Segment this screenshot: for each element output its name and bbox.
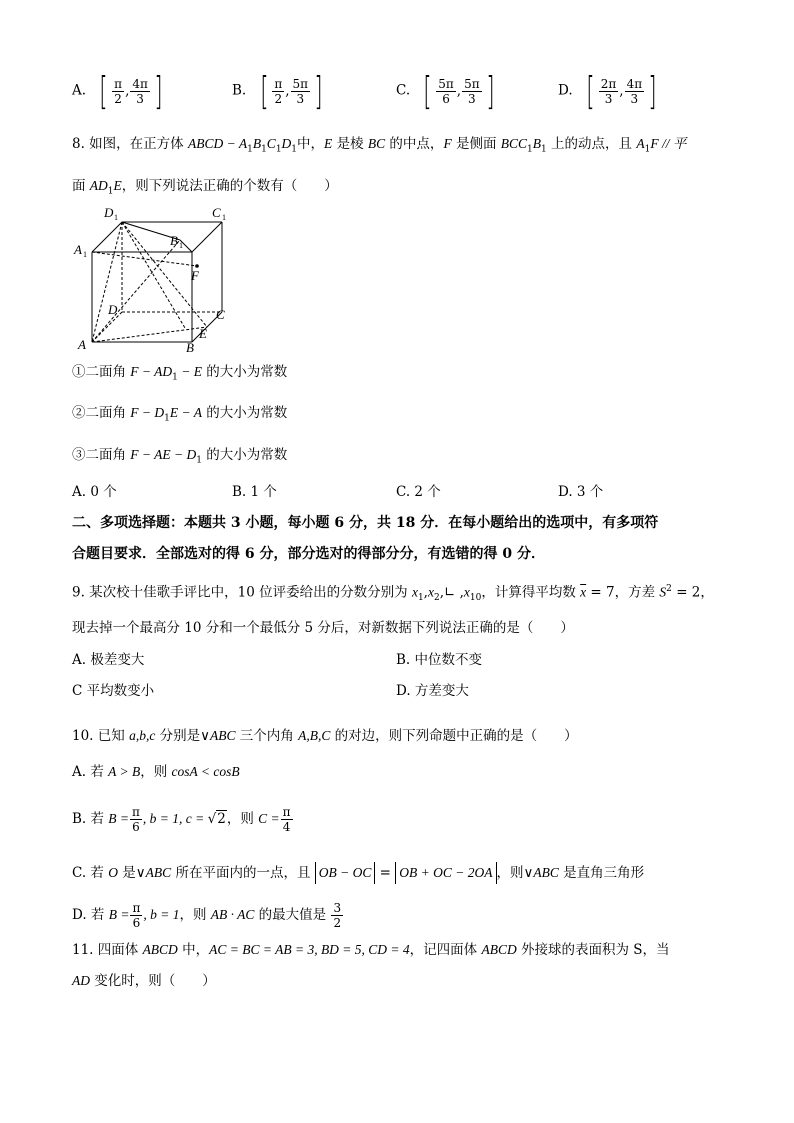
math: BC [367, 136, 386, 151]
frac-den: 3 [136, 91, 144, 106]
svg-text:1: 1 [179, 241, 183, 250]
math: , b = 1 [143, 907, 180, 922]
sqrt-radicand: 2 [217, 811, 226, 827]
math: F − AD [130, 364, 173, 379]
svg-text:1: 1 [83, 250, 87, 259]
label-b1: B [170, 233, 178, 248]
text: 是∨ [117, 865, 146, 881]
math: AB · AC [210, 907, 255, 922]
math: BCC [500, 136, 528, 151]
option-label: A. [72, 82, 87, 99]
math: B = [108, 811, 130, 826]
math: S [659, 584, 667, 600]
interval-bracket: [ $\frac{\pi}{2}$ , $\frac{4\pi}{3}$ ] [99, 69, 163, 113]
text: 分别是∨ [155, 728, 210, 744]
label-f: F [191, 268, 199, 283]
text: ， [700, 584, 714, 601]
cube-figure [70, 200, 240, 355]
q8-option-a: A. 0 个 [72, 484, 117, 500]
frac-num: π [132, 805, 140, 819]
math: ABC [210, 728, 236, 743]
text: 的对边，则下列命题中正确的是（ ） [330, 728, 578, 744]
q7-option-a [72, 69, 166, 113]
q9-stem-line1: 9. 某次校十佳歌手评比中，10 位评委给出的分数分别为 $x_1,x_2,∟$ $,x_{10}$，计算得平均数 $\overline{x} = 7$，方差 $S^2 = 2$， [72, 584, 714, 604]
math: a,b,c [129, 728, 156, 743]
math: O [108, 865, 118, 880]
text: 8. 如图，在正方体 [72, 136, 188, 152]
q8-stem-line2: 面 $AD_1E$，则下列说法正确的个数有（ ） [72, 178, 338, 197]
text: 的大小为常数 [202, 364, 288, 380]
frac-den: 6 [132, 820, 140, 834]
frac-den: 3 [630, 91, 639, 106]
q8-statement-3: ③二面角 F − AE − $D_1$ 的大小为常数 [72, 447, 288, 466]
math: x [411, 584, 418, 600]
frac-den: 6 [442, 91, 450, 106]
label-d1: D [104, 205, 114, 220]
frac-num: π [274, 76, 283, 91]
math: cosA < cosB [171, 764, 240, 779]
text: 是直角三角形 [558, 865, 645, 881]
math: E [324, 136, 333, 151]
frac-num: 5π [292, 76, 309, 91]
label-d: D [108, 302, 118, 317]
math: F − D [130, 405, 165, 420]
frac-den: 2 [114, 91, 122, 106]
option-label: B. [232, 82, 247, 99]
label-e: E [199, 326, 207, 341]
frac-num: 5π [438, 76, 454, 91]
q10-option-d [72, 902, 344, 929]
vector-norm: OB + OC − 2OA [395, 862, 496, 884]
text: 9. 某次校十佳歌手评比中，10 位评委给出的分数分别为 [72, 584, 412, 601]
text: ①二面角 [72, 364, 131, 380]
math: F // 平 [650, 136, 687, 151]
q9-option-d: D. 方差变大 [396, 683, 469, 699]
q10-option-c [72, 862, 644, 884]
text: A. 若 [72, 764, 109, 780]
math: E [113, 178, 122, 193]
text: 面 [72, 178, 90, 194]
text: ，记四面体 [409, 942, 482, 958]
text: 是棱 [332, 136, 368, 152]
math: ABCD [142, 942, 178, 957]
text: ，则∨ [496, 865, 534, 881]
q9-option-b: B. 中位数不变 [396, 652, 483, 668]
q9-option-c: C 平均数变小 [72, 683, 155, 699]
frac-den: 3 [468, 91, 476, 106]
text: 三个内角 [235, 728, 299, 744]
text: B. 若 [72, 811, 109, 827]
math: AD [89, 178, 108, 193]
math: F − AE − D [130, 447, 197, 462]
text: ，则 [226, 811, 259, 827]
frac-num: 4π [132, 76, 148, 91]
q8-option-b: B. 1 个 [232, 484, 277, 500]
text: 是侧面 [451, 136, 501, 152]
frac-den: 3 [604, 91, 613, 106]
text: ，计算得平均数 [481, 584, 581, 601]
q10-option-a [72, 764, 240, 780]
frac-num: 3 [333, 901, 342, 915]
frac-den: 2 [274, 91, 283, 106]
frac-num: 4π [626, 76, 643, 91]
text: ，则下列说法正确的个数有（ ） [121, 178, 338, 194]
math: = 2 [671, 584, 701, 601]
text: 上的动点，且 [546, 136, 637, 152]
text: 的大小为常数 [202, 447, 288, 463]
math: AC = BC = AB = 3, BD = 5, CD = 4 [209, 942, 410, 957]
text: ，则 [140, 764, 172, 780]
text: ③二面角 [72, 447, 131, 463]
q8-option-c: C. 2 个 [396, 484, 441, 500]
label-c: C [216, 307, 225, 322]
frac-den: 6 [132, 916, 141, 930]
text: 的中点， [385, 136, 444, 152]
math: ABCD [481, 942, 517, 957]
text: 10. 已知 [72, 728, 130, 744]
q8-option-d: D. 3 个 [558, 484, 604, 500]
label-a: A [78, 337, 86, 352]
text: C. 若 [72, 865, 109, 881]
text: 中， [177, 942, 210, 958]
q11-stem-line2 [72, 973, 216, 989]
text: 所在平面内的一点，且 [171, 865, 315, 881]
q8-statement-1: ①二面角 $F - AD_1 - E$ 的大小为常数 [72, 364, 288, 383]
text: D. 若 [72, 907, 109, 923]
math: $\overline{x}$ [580, 584, 587, 600]
math: ABC [533, 865, 559, 880]
interval-bracket: [ $\frac{\pi}{2}$ , $\frac{5\pi}{3}$ ] [259, 69, 323, 113]
frac-num: π [132, 901, 141, 915]
q10-option-b: B. 若 B = $\frac{\pi}{6}$ , b = 1, c = √2，则 C = $\frac{\pi}{4}$ [72, 805, 291, 834]
option-label: D. [558, 82, 573, 99]
math: ABC [145, 865, 172, 880]
q7-option-c [396, 69, 497, 113]
frac-num: 5π [464, 76, 480, 91]
text: 外接球的表面积为 S，当 [516, 942, 670, 958]
text: 的大小为常数 [202, 405, 288, 421]
q11-stem-line1 [72, 942, 670, 958]
q10-stem [72, 728, 578, 744]
math: A [636, 136, 645, 151]
q7-option-d [558, 69, 660, 113]
frac-den: 3 [296, 91, 305, 106]
math: F [443, 136, 452, 151]
math: − E [177, 364, 202, 379]
q8-stem-line1: 8. 如图，在正方体 ABCD − $A_1B_1C_1D_1$中，E 是棱 BC 的中点，F 是侧面 $BCC_1B_1$ 上的动点，且 $A_1F$ // 平 [72, 136, 687, 155]
q9-stem-line2: 现去掉一个最高分 10 分和一个最低分 5 分后，对新数据下列说法正确的是（ ） [72, 620, 574, 636]
math: = [375, 865, 396, 881]
math: B = [108, 907, 130, 922]
text: 11. 四面体 [72, 942, 143, 958]
frac-num: 2π [600, 76, 617, 91]
math: C = [258, 811, 280, 826]
math: A,B,C [298, 728, 331, 743]
interval-bracket: [ $\frac{5\pi}{6}$ , $\frac{5\pi}{3}$ ] [423, 69, 495, 113]
q7-option-b [232, 69, 326, 113]
math: AD [72, 973, 90, 988]
frac-den: 4 [282, 820, 291, 834]
option-label: C. [396, 82, 411, 99]
label-a1: A [74, 242, 82, 257]
svg-text:1: 1 [222, 213, 226, 222]
text: ，方差 [614, 584, 660, 601]
math: ABCD − A [187, 136, 248, 151]
svg-text:1: 1 [114, 213, 118, 222]
interval-bracket: [ $\frac{2\pi}{3}$ , $\frac{4\pi}{3}$ ] [586, 69, 657, 113]
text: 的最大值是 [254, 907, 331, 923]
frac-num: π [114, 76, 123, 91]
section-heading-line1: 二、多项选择题：本题共 3 小题，每小题 6 分，共 18 分．在每小题给出的选项中，有多项符 [72, 515, 659, 531]
q8-statement-2: ②二面角 $F - D_1E - A$ 的大小为常数 [72, 405, 288, 424]
text: ②二面角 [72, 405, 131, 421]
frac-den: 2 [333, 916, 342, 930]
vector-norm: OB − OC [315, 862, 376, 884]
label-b: B [186, 340, 194, 355]
label-c1: C [212, 205, 221, 220]
q9-option-a: A. 极差变大 [72, 652, 145, 668]
math: = 7 [586, 584, 615, 601]
section-heading-line2: 合题目要求．全部选对的得 6 分，部分选对的得部分分，有选错的得 0 分． [72, 546, 545, 562]
math: , b = 1, c = [142, 811, 208, 826]
frac-num: π [282, 805, 291, 819]
text: 变化时，则（ ） [90, 973, 216, 989]
math: A > B [108, 764, 141, 779]
math: E − A [169, 405, 202, 420]
text: 中， [297, 136, 325, 152]
text: ，则 [179, 907, 211, 923]
